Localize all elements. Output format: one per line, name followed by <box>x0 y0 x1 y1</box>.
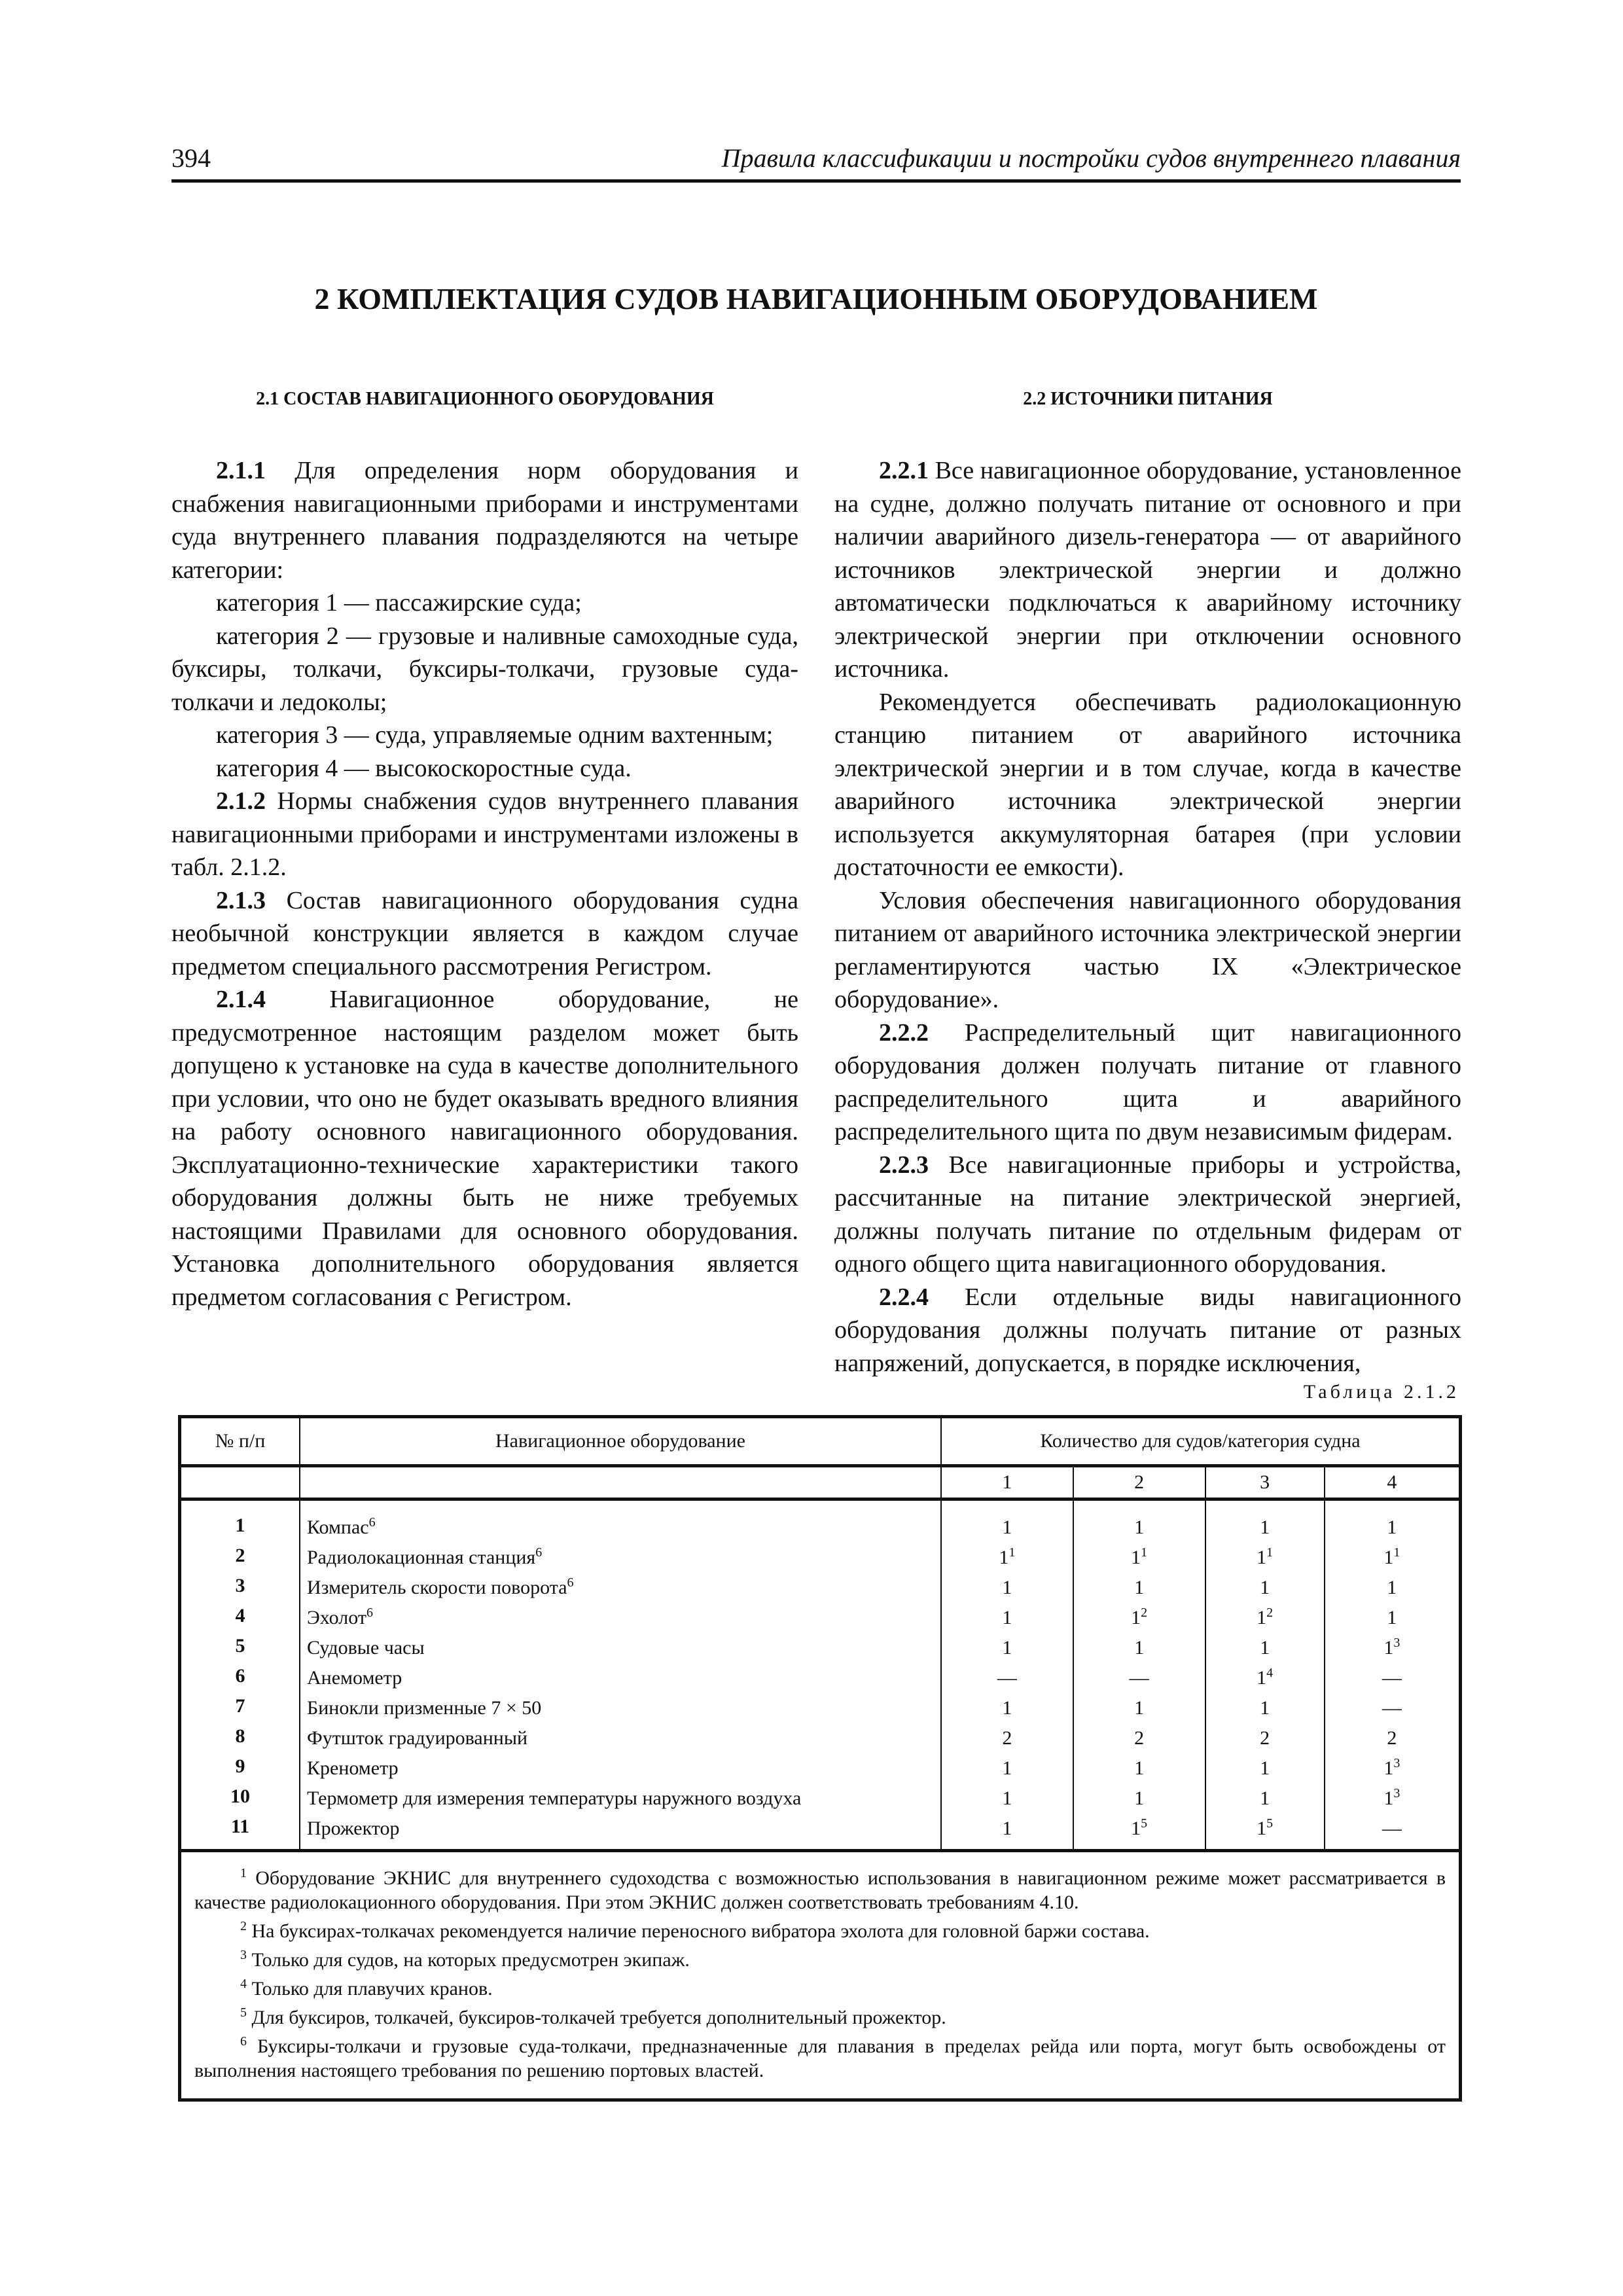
equipment-name <box>300 1499 941 1541</box>
quantity-value: 1 <box>1002 1818 1012 1839</box>
equipment-name <box>300 1781 941 1811</box>
quantity-cell <box>1205 1600 1325 1630</box>
equipment-name <box>300 1570 941 1600</box>
quantity-value: 1 <box>1383 1757 1394 1779</box>
quantity-value: 1 <box>1002 1516 1012 1538</box>
category-2: категория 2 — грузовые и наливные самоходные суда, буксиры, толкачи, буксиры-толкачи, грузовые суда-толкачи и ледоколы; <box>171 622 798 716</box>
quantity-value: 1 <box>1131 1818 1141 1839</box>
table-body <box>180 1499 1461 1851</box>
left-column <box>171 386 798 1314</box>
quantity-cell <box>941 1660 1073 1691</box>
quantity-value: 1 <box>1387 1516 1397 1538</box>
para-radar-power: Рекомендуется обеспечивать радиолокационную станцию питанием от аварийного источника электрической энергии и в том случае, когда в качестве аварийного источника электрической энергии используется аккумуляторная батарея (при условии достаточности ее емкости). <box>834 688 1461 881</box>
quantity-cell <box>1325 1811 1461 1851</box>
quantity-value: — <box>1382 1667 1402 1689</box>
footnote-text: Только для плавучих кранов. <box>247 1978 493 2000</box>
quantity-value: 1 <box>1134 1577 1145 1598</box>
equipment-label: Футшток градуированный <box>307 1727 528 1749</box>
quantity-value: 1 <box>1383 1547 1394 1568</box>
equipment-table <box>178 1415 1462 2102</box>
equipment-label: Измеритель скорости поворота <box>307 1577 567 1598</box>
quantity-value: 1 <box>1383 1787 1394 1809</box>
quantity-cell <box>941 1630 1073 1660</box>
equipment-label: Прожектор <box>307 1818 400 1839</box>
table-row <box>180 1691 1461 1721</box>
quantity-value: 2 <box>1260 1727 1270 1749</box>
footnote-text: Только для судов, на которых предусмотрен экипаж. <box>247 1949 690 1971</box>
quantity-cell <box>1205 1630 1325 1660</box>
quantity-value: 1 <box>1260 1637 1270 1659</box>
quantity-cell <box>1325 1570 1461 1600</box>
quantity-cell <box>1325 1721 1461 1751</box>
quantity-cell <box>1205 1781 1325 1811</box>
footnote-marker: 2 <box>240 1919 247 1933</box>
quantity-cell <box>1073 1781 1205 1811</box>
quantity-value: — <box>1129 1667 1149 1689</box>
footnote-ref: 6 <box>366 1605 373 1620</box>
quantity-cell <box>1325 1691 1461 1721</box>
table-row <box>180 1600 1461 1630</box>
quantity-value: 1 <box>1387 1577 1397 1598</box>
quantity-value: 1 <box>1002 1757 1012 1779</box>
para-2-1-2 <box>171 785 798 884</box>
header-quantity: Количество для судов/категория судна <box>941 1417 1461 1466</box>
footnote-ref: 6 <box>535 1545 543 1560</box>
header-category: 4 <box>1325 1466 1461 1499</box>
footnote <box>194 1914 1446 1943</box>
page-number: 394 <box>171 143 211 173</box>
row-number: 10 <box>180 1781 300 1811</box>
quantity-value: 2 <box>1134 1727 1145 1749</box>
footnote-ref: 2 <box>1141 1605 1148 1620</box>
quantity-value: 1 <box>1257 1818 1267 1839</box>
row-number: 6 <box>180 1660 300 1691</box>
quantity-value: 1 <box>1002 1637 1012 1659</box>
para-number: 2.1.2 <box>216 787 266 815</box>
quantity-cell <box>1073 1540 1205 1570</box>
quantity-value: 2 <box>1387 1727 1397 1749</box>
quantity-value: 1 <box>1260 1787 1270 1809</box>
equipment-name <box>300 1540 941 1570</box>
para-text: Состав навигационного оборудования судна необычной конструкции является в каждом случае предметом специального рассмотрения Регистром. <box>171 886 798 980</box>
section-heading-2-1: 2.1 СОСТАВ НАВИГАЦИОННОГО ОБОРУДОВАНИЯ <box>256 389 714 409</box>
quantity-cell <box>1205 1811 1325 1851</box>
para-text: Нормы снабжения судов внутреннего плавания навигационными приборами и инструментами изложены в табл. 2.1.2. <box>171 787 798 881</box>
footnote-ref: 3 <box>1393 1636 1400 1650</box>
running-title: Правила классификации и постройки судов внутреннего плавания <box>721 143 1461 173</box>
table-row <box>180 1570 1461 1600</box>
quantity-cell <box>1325 1660 1461 1691</box>
para-text: Все навигационное оборудование, установленное на судне, должно получать питание от основного и при наличии аварийного дизель-генератора — от аварийного источников электрической энергии и должно автоматически подключаться к аварийному источнику электрической энергии при отключении основного источника. <box>834 457 1461 683</box>
row-number: 4 <box>180 1600 300 1630</box>
equipment-name <box>300 1811 941 1851</box>
quantity-cell <box>1205 1721 1325 1751</box>
quantity-cell <box>941 1811 1073 1851</box>
footnote-ref: 1 <box>1393 1545 1400 1560</box>
equipment-label: Анемометр <box>307 1667 402 1689</box>
equipment-name <box>300 1600 941 1630</box>
footnote-ref: 6 <box>368 1515 376 1530</box>
footnote <box>194 1972 1446 2001</box>
quantity-value: 1 <box>1387 1607 1397 1628</box>
quantity-cell <box>1325 1540 1461 1570</box>
table-footnotes <box>180 1851 1461 2100</box>
quantity-value: 1 <box>1260 1757 1270 1779</box>
table-row <box>180 1499 1461 1541</box>
quantity-cell <box>1205 1660 1325 1691</box>
quantity-cell <box>1073 1499 1205 1541</box>
para-2-2-1 <box>834 454 1461 686</box>
quantity-value: 1 <box>1257 1607 1267 1628</box>
row-number: 2 <box>180 1540 300 1570</box>
quantity-value: 1 <box>999 1547 1009 1568</box>
quantity-value: — <box>997 1667 1017 1689</box>
equipment-label: Компас <box>307 1516 369 1538</box>
quantity-value: 1 <box>1002 1787 1012 1809</box>
quantity-value: 1 <box>1134 1637 1145 1659</box>
footnote <box>194 1943 1446 1972</box>
para-2-2-2 <box>834 1016 1461 1149</box>
footnote-text: На буксирах-толкачах рекомендуется наличие переносного вибратора эхолота для головной баржи состава. <box>247 1920 1150 1942</box>
equipment-label: Бинокли призменные 7 × 50 <box>307 1697 542 1719</box>
quantity-value: 1 <box>1260 1516 1270 1538</box>
footnote-ref: 2 <box>1266 1605 1274 1620</box>
para-text: Все навигационные приборы и устройства, рассчитанные на питание электрической энергией, должны получать питание по отдельным фидерам от одного общего щита навигационного оборудования. <box>834 1151 1461 1278</box>
quantity-value: 1 <box>1131 1547 1141 1568</box>
table-row <box>180 1721 1461 1751</box>
row-number: 5 <box>180 1630 300 1660</box>
footnote-ref: 4 <box>1266 1666 1274 1680</box>
table-row <box>180 1811 1461 1851</box>
quantity-value: — <box>1382 1697 1402 1719</box>
equipment-name <box>300 1751 941 1781</box>
quantity-cell <box>1073 1660 1205 1691</box>
para-number: 2.2.2 <box>879 1018 929 1047</box>
quantity-cell <box>1205 1540 1325 1570</box>
footnote-marker: 1 <box>240 1866 247 1880</box>
quantity-cell <box>941 1721 1073 1751</box>
para-2-1-4 <box>171 983 798 1314</box>
category-4: категория 4 — высокоскоростные суда. <box>216 754 632 782</box>
row-number: 1 <box>180 1499 300 1541</box>
quantity-cell <box>1205 1570 1325 1600</box>
header-category: 3 <box>1205 1466 1325 1499</box>
quantity-cell <box>1073 1721 1205 1751</box>
footnote-ref: 5 <box>1141 1816 1148 1831</box>
quantity-value: 1 <box>1131 1607 1141 1628</box>
para-text: Если отдельные виды навигационного оборудования должны получать питание от разных напряжений, допускается, в порядке исключения, <box>834 1283 1461 1377</box>
para-number: 2.1.4 <box>216 986 266 1013</box>
para-2-1-3 <box>171 884 798 984</box>
quantity-cell <box>1325 1781 1461 1811</box>
quantity-cell <box>941 1600 1073 1630</box>
quantity-cell <box>1205 1691 1325 1721</box>
quantity-cell <box>1073 1630 1205 1660</box>
header-category: 1 <box>941 1466 1073 1499</box>
quantity-value: 1 <box>1002 1697 1012 1719</box>
row-number: 3 <box>180 1570 300 1600</box>
quantity-cell <box>1073 1570 1205 1600</box>
quantity-value: 1 <box>1002 1577 1012 1598</box>
quantity-value: 2 <box>1002 1727 1012 1749</box>
table-row <box>180 1630 1461 1660</box>
para-text: Распределительный щит навигационного оборудования должен получать питание от главного распределительного щита и аварийного распределительного щита по двум независимым фидерам. <box>834 1018 1461 1145</box>
quantity-value: 1 <box>1257 1667 1267 1689</box>
quantity-cell <box>1073 1751 1205 1781</box>
header-empty <box>180 1466 300 1499</box>
quantity-value: 1 <box>1134 1516 1145 1538</box>
equipment-label: Судовые часы <box>307 1637 425 1659</box>
para-number: 2.1.1 <box>216 457 266 484</box>
para-2-2-4 <box>834 1281 1461 1380</box>
para-power-conditions: Условия обеспечения навигационного оборудования питанием от аварийного источника электрической энергии регламентируются частью IX «Электрическое оборудование». <box>834 886 1461 1013</box>
chapter-title: 2 КОМПЛЕКТАЦИЯ СУДОВ НАВИГАЦИОННЫМ ОБОРУДОВАНИЕМ <box>314 282 1318 315</box>
quantity-cell <box>941 1751 1073 1781</box>
table-row <box>180 1781 1461 1811</box>
footnote-ref: 3 <box>1393 1786 1400 1801</box>
footnote-ref: 1 <box>1266 1545 1274 1560</box>
quantity-cell <box>941 1499 1073 1541</box>
quantity-cell <box>1325 1630 1461 1660</box>
quantity-value: 1 <box>1134 1697 1145 1719</box>
right-column <box>834 386 1461 1380</box>
equipment-label: Эхолот <box>307 1607 366 1628</box>
quantity-value: 1 <box>1260 1577 1270 1598</box>
quantity-value: — <box>1382 1818 1402 1839</box>
row-number: 9 <box>180 1751 300 1781</box>
para-2-1-1 <box>171 454 798 586</box>
footnote-marker: 3 <box>240 1948 247 1962</box>
footnote-marker: 5 <box>240 2005 247 2020</box>
table-row <box>180 1751 1461 1781</box>
footnote-ref: 1 <box>1141 1545 1148 1560</box>
running-header <box>171 143 1461 183</box>
footnote-ref: 5 <box>1266 1816 1274 1831</box>
quantity-cell <box>1073 1600 1205 1630</box>
footnote-text: Для буксиров, толкачей, буксиров-толкачей требуется дополнительный прожектор. <box>247 2007 946 2028</box>
quantity-value: 1 <box>1134 1757 1145 1779</box>
footnote <box>194 2001 1446 2030</box>
footnote-ref: 6 <box>567 1575 574 1590</box>
quantity-cell <box>941 1570 1073 1600</box>
quantity-cell <box>1325 1499 1461 1541</box>
footnote <box>194 2030 1446 2083</box>
footnote-ref: 1 <box>1008 1545 1016 1560</box>
row-number: 7 <box>180 1691 300 1721</box>
para-number: 2.2.3 <box>879 1151 929 1179</box>
section-heading-2-2: 2.2 ИСТОЧНИКИ ПИТАНИЯ <box>1023 389 1273 409</box>
equipment-label: Радиолокационная станция <box>307 1547 536 1568</box>
quantity-cell <box>1325 1751 1461 1781</box>
quantity-cell <box>1205 1499 1325 1541</box>
quantity-cell <box>1073 1691 1205 1721</box>
quantity-value: 1 <box>1260 1697 1270 1719</box>
row-number: 8 <box>180 1721 300 1751</box>
quantity-value: 1 <box>1002 1607 1012 1628</box>
para-text: Для определения норм оборудования и снабжения навигационными приборами и инструментами суда внутреннего плавания подразделяются на четыре категории: <box>171 457 798 584</box>
table-caption: Таблица 2.1.2 <box>1303 1381 1459 1403</box>
quantity-cell <box>941 1691 1073 1721</box>
table-row <box>180 1660 1461 1691</box>
equipment-label: Кренометр <box>307 1757 399 1779</box>
para-text: Навигационное оборудование, не предусмотренное настоящим разделом может быть допущено к установке на суда в качестве дополнительного при условии, что оно не будет оказывать вредного влияния на работу основного навигационного оборудования. Эксплуатационно-технические характеристики такого оборудования должны быть не ниже требуемых настоящими Правилами для основного оборудования. Установка дополнительного оборудования является предметом согласования с Регистром. <box>171 986 798 1311</box>
quantity-cell <box>941 1540 1073 1570</box>
quantity-value: 1 <box>1134 1787 1145 1809</box>
para-2-2-3 <box>834 1149 1461 1281</box>
footnote-text: Оборудование ЭКНИС для внутреннего судоходства с возможностью использования в навигационном режиме может рассматривается в качестве радиолокационного оборудования. При этом ЭКНИС должен соответствовать требованиям 4.10. <box>194 1867 1446 1913</box>
equipment-name <box>300 1630 941 1660</box>
footnote-marker: 4 <box>240 1977 247 1991</box>
quantity-cell <box>1325 1600 1461 1630</box>
para-number: 2.2.4 <box>879 1283 929 1311</box>
header-empty <box>300 1466 941 1499</box>
header-category: 2 <box>1073 1466 1205 1499</box>
equipment-name <box>300 1660 941 1691</box>
quantity-cell <box>1205 1751 1325 1781</box>
quantity-cell <box>1073 1811 1205 1851</box>
footnote <box>194 1861 1446 1914</box>
quantity-value: 1 <box>1257 1547 1267 1568</box>
header-number: № п/п <box>180 1417 300 1466</box>
footnote-marker: 6 <box>240 2034 247 2049</box>
equipment-label: Термометр для измерения температуры наружного воздуха <box>307 1787 802 1809</box>
para-number: 2.1.3 <box>216 886 266 914</box>
equipment-name <box>300 1691 941 1721</box>
row-number: 11 <box>180 1811 300 1851</box>
equipment-name <box>300 1721 941 1751</box>
header-equipment: Навигационное оборудование <box>300 1417 941 1466</box>
category-1: категория 1 — пассажирские суда; <box>216 589 582 617</box>
category-3: категория 3 — суда, управляемые одним вахтенным; <box>216 721 774 749</box>
table-row <box>180 1540 1461 1570</box>
para-number: 2.2.1 <box>879 457 929 484</box>
footnote-ref: 3 <box>1393 1756 1400 1770</box>
quantity-value: 1 <box>1383 1637 1394 1659</box>
quantity-cell <box>941 1781 1073 1811</box>
footnote-text: Буксиры-толкачи и грузовые суда-толкачи, предназначенные для плавания в пределах рейда или порта, могут быть освобождены от выполнения настоящего требования по решению портовых властей. <box>194 2036 1446 2081</box>
